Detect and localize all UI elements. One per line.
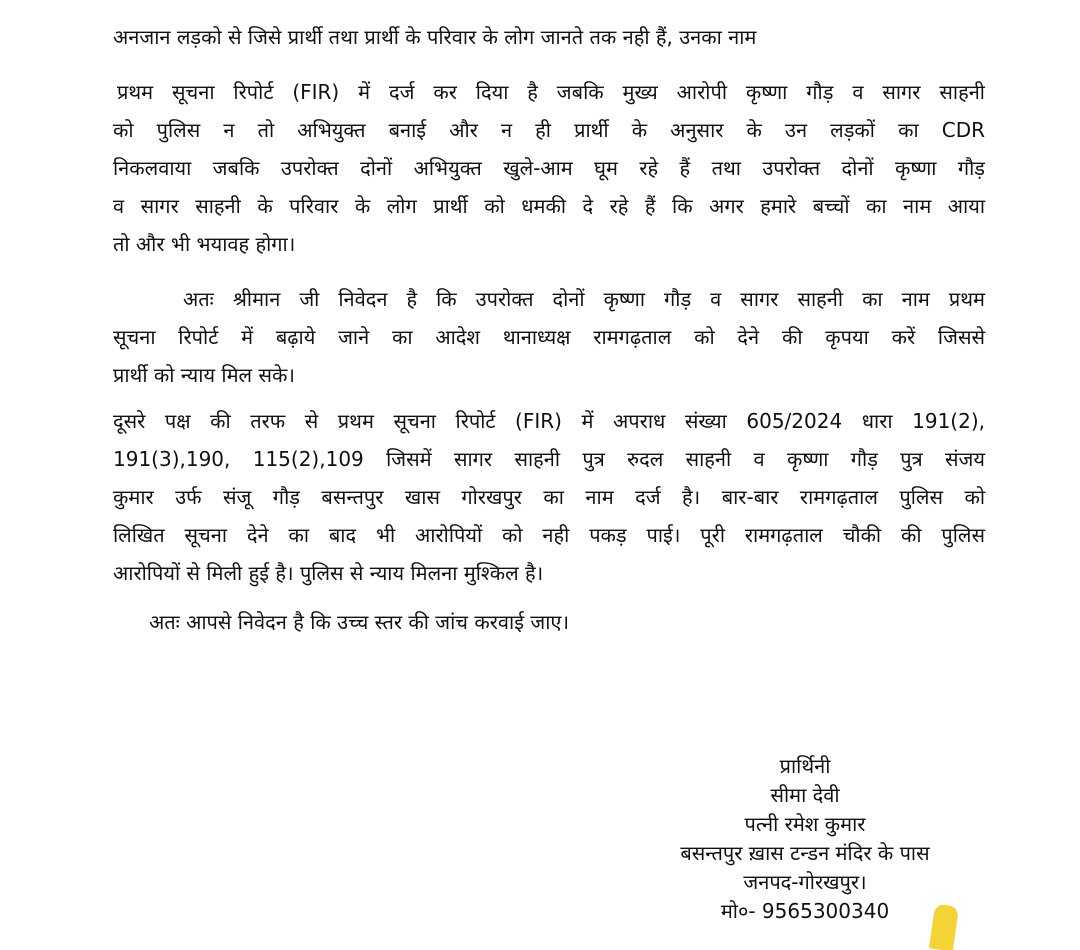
- text-line: अनजान लड़को से जिसे प्रार्थी तथा प्रार्थी के परिवार के लोग जानते तक नही हैं, उनका नाम: [113, 25, 757, 49]
- text-line: अतः श्रीमान जी निवेदन है कि उपरोक्त दोनों कृष्णा गौड़ व सागर साहनी का नाम प्रथम: [183, 287, 985, 311]
- text-line: तो और भी भयावह होगा।: [113, 232, 296, 256]
- text-line: प्रथम सूचना रिपोर्ट (FIR) में दर्ज कर दिया है जबकि मुख्य आरोपी कृष्णा गौड़ व सागर साहनी: [117, 80, 985, 104]
- paragraph-counter-fir: [113, 402, 985, 592]
- text-line: 191(3),190, 115(2),109 जिसमें सागर साहनी पुत्र रुदल साहनी व कृष्णा गौड़ पुत्र संजय: [113, 447, 985, 471]
- text-line: व सागर साहनी के परिवार के लोग प्रार्थी को धमकी दे रहे हैं कि अगर हमारे बच्चों का नाम आया: [113, 194, 985, 218]
- signature-block: [640, 752, 970, 926]
- paragraph-fir-complaint: [113, 73, 985, 263]
- text-line: आरोपियों से मिली हुई है। पुलिस से न्याय मिलना मुश्किल है।: [113, 561, 544, 585]
- applicant-mobile: मो०- 9565300340: [720, 899, 890, 923]
- applicant-label: प्रार्थिनी: [779, 754, 831, 778]
- text-line: प्रार्थी को न्याय मिल सके।: [113, 363, 295, 387]
- text-line: दूसरे पक्ष की तरफ से प्रथम सूचना रिपोर्ट (FIR) में अपराध संख्या 605/2024 धारा 191(2),: [113, 409, 985, 433]
- text-line: अतः आपसे निवेदन है कि उच्च स्तर की जांच करवाई जाए।: [149, 610, 570, 634]
- text-line: कुमार उर्फ संजू गौड़ बसन्तपुर खास गोरखपुर का नाम दर्ज है। बार-बार रामगढ़ताल पुलिस को: [113, 485, 985, 509]
- paragraph-final-request: [113, 603, 985, 641]
- applicant-husband: पत्नी रमेश कुमार: [744, 812, 866, 836]
- applicant-name: सीमा देवी: [770, 783, 840, 807]
- highlighter-mark: [929, 904, 959, 950]
- text-line: सूचना रिपोर्ट में बढ़ाये जाने का आदेश थानाध्यक्ष रामगढ़ताल को देने की कृपया करें जिससे: [113, 325, 985, 349]
- applicant-district: जनपद-गोरखपुर।: [743, 870, 867, 894]
- text-line: निकलवाया जबकि उपरोक्त दोनों अभियुक्त खुले-आम घूम रहे हैं तथा उपरोक्त दोनों कृष्णा गौड़: [113, 156, 985, 180]
- applicant-address: बसन्तपुर ख़ास टन्डन मंदिर के पास: [680, 841, 930, 865]
- text-line: लिखित सूचना देने का बाद भी आरोपियों को नही पकड़ पाई। पूरी रामगढ़ताल चौकी की पुलिस: [113, 523, 985, 547]
- paragraph-request: [113, 280, 985, 394]
- text-line: को पुलिस न तो अभियुक्त बनाई और न ही प्रार्थी के अनुसार के उन लड़कों का CDR: [113, 118, 985, 142]
- paragraph-intro: [113, 18, 985, 56]
